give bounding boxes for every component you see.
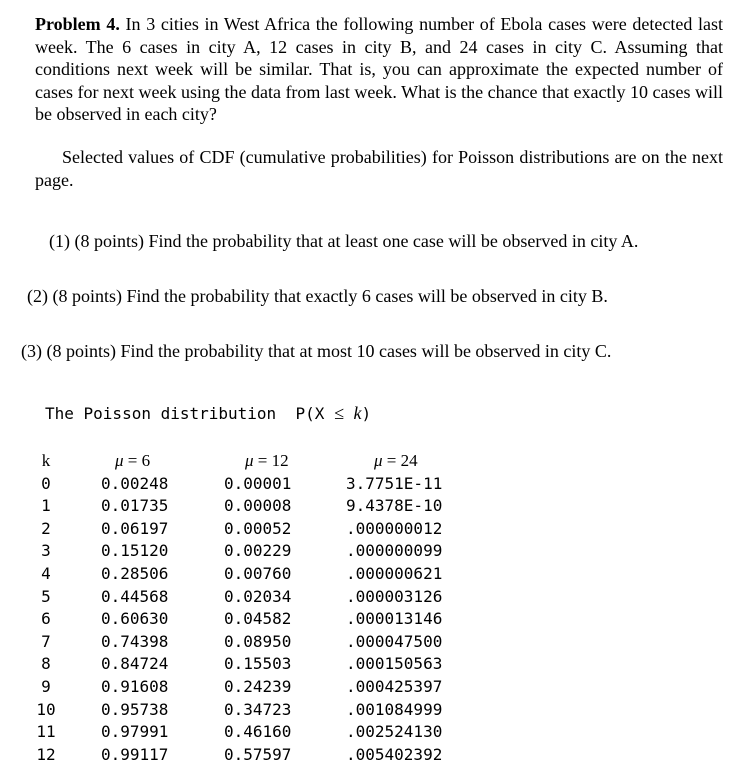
cdf-value-mu-6: 0.97991 [101, 722, 169, 742]
mu-symbol: μ [115, 451, 124, 470]
cdf-value-mu-12: 0.02034 [224, 586, 292, 606]
header-k: k [41, 451, 51, 470]
cdf-value-mu-24: .000000099 [346, 541, 443, 561]
cdf-value-mu-24: .005402392 [346, 744, 443, 764]
table-title [45, 403, 371, 424]
header-mu-6 [101, 450, 168, 473]
cdf-value-mu-6: 0.84724 [101, 654, 169, 674]
equals-sign: = [382, 451, 401, 470]
cdf-value-mu-12: 0.57597 [224, 744, 292, 764]
cdf-value-mu-6: 0.00248 [101, 473, 169, 493]
k-value: 12 [36, 744, 56, 764]
cdf-value-mu-24: .000000621 [346, 563, 443, 583]
cdf-value-mu-12: 0.00052 [224, 518, 292, 538]
header-mu-12 [224, 450, 291, 473]
k-value: 5 [41, 586, 51, 606]
question-1: (1) (8 points) Find the probability that at least one case will be observed in city A. [49, 231, 639, 251]
column-mu-24 [346, 450, 442, 766]
cdf-value-mu-6: 0.28506 [101, 563, 169, 583]
cdf-value-mu-24: .000150563 [346, 654, 443, 674]
cdf-value-mu-12: 0.04582 [224, 609, 292, 629]
cdf-value-mu-6: 0.01735 [101, 496, 169, 516]
cdf-value-mu-12: 0.00008 [224, 496, 292, 516]
cdf-value-mu-24: .000425397 [346, 676, 443, 696]
table-condition-symbol: ≤ [333, 403, 344, 423]
k-value: 2 [41, 518, 51, 538]
cdf-value-mu-24: 3.7751E-11 [346, 473, 443, 493]
equals-sign: = [253, 451, 272, 470]
cdf-value-mu-6: 0.44568 [101, 586, 169, 606]
table-condition-var: k [353, 403, 362, 423]
cdf-value-mu-24: .000013146 [346, 609, 443, 629]
cdf-value-mu-12: 0.24239 [224, 676, 292, 696]
table-title-text: The Poisson distribution [45, 404, 277, 423]
problem-statement [35, 13, 723, 126]
cdf-value-mu-6: 0.15120 [101, 541, 169, 561]
cdf-value-mu-24: .002524130 [346, 722, 443, 742]
problem-text: In 3 cities in West Africa the following number of Ebola cases were detected last week. The 6 cases in city A, 12 cases in city B, and 24 cases in city C. Assuming that conditions next week will be similar. That is, you can approximate the expected number of cases for next week using the data from last week. What is the chance that exactly 10 cases will be observed in each city? [35, 14, 724, 125]
k-value: 11 [36, 722, 56, 742]
k-value: 6 [41, 609, 51, 629]
mu-value: 12 [271, 451, 289, 470]
equals-sign: = [123, 451, 142, 470]
cdf-value-mu-24: 9.4378E-10 [346, 496, 443, 516]
k-value: 10 [36, 699, 56, 719]
cdf-value-mu-6: 0.60630 [101, 609, 169, 629]
table-condition-prefix: P(X [295, 404, 334, 423]
k-value: 1 [41, 496, 51, 516]
mu-symbol: μ [374, 451, 383, 470]
cdf-note: Selected values of CDF (cumulative probabilities) for Poisson distributions are on the next page. [35, 147, 723, 190]
cdf-value-mu-12: 0.00001 [224, 473, 292, 493]
mu-symbol: μ [245, 451, 254, 470]
k-value: 7 [41, 631, 51, 651]
k-value: 3 [41, 541, 51, 561]
cdf-value-mu-24: .000047500 [346, 631, 443, 651]
cdf-value-mu-24: .001084999 [346, 699, 443, 719]
cdf-value-mu-6: 0.91608 [101, 676, 169, 696]
cdf-value-mu-24: .000003126 [346, 586, 443, 606]
cdf-value-mu-12: 0.08950 [224, 631, 292, 651]
table-condition-close: ) [361, 404, 372, 423]
question-3: (3) (8 points) Find the probability that at most 10 cases will be observed in city C. [21, 341, 612, 361]
cdf-value-mu-12: 0.46160 [224, 722, 292, 742]
cdf-value-mu-24: .000000012 [346, 518, 443, 538]
header-mu-24 [346, 450, 442, 473]
cdf-value-mu-12: 0.00229 [224, 541, 292, 561]
column-mu-6 [101, 450, 168, 766]
cdf-value-mu-12: 0.00760 [224, 563, 292, 583]
cdf-value-mu-6: 0.74398 [101, 631, 169, 651]
column-k [35, 450, 57, 766]
cdf-value-mu-12: 0.15503 [224, 654, 292, 674]
cdf-value-mu-6: 0.06197 [101, 518, 169, 538]
cdf-value-mu-12: 0.34723 [224, 699, 292, 719]
k-value: 8 [41, 654, 51, 674]
cdf-value-mu-6: 0.95738 [101, 699, 169, 719]
k-value: 4 [41, 563, 51, 583]
k-value: 9 [41, 676, 51, 696]
mu-value: 6 [141, 451, 151, 470]
column-mu-12 [224, 450, 291, 766]
question-2: (2) (8 points) Find the probability that exactly 6 cases will be observed in city B. [27, 286, 608, 306]
k-value: 0 [41, 473, 51, 493]
mu-value: 24 [400, 451, 418, 470]
problem-label: Problem 4. [35, 14, 120, 34]
cdf-value-mu-6: 0.99117 [101, 744, 169, 764]
